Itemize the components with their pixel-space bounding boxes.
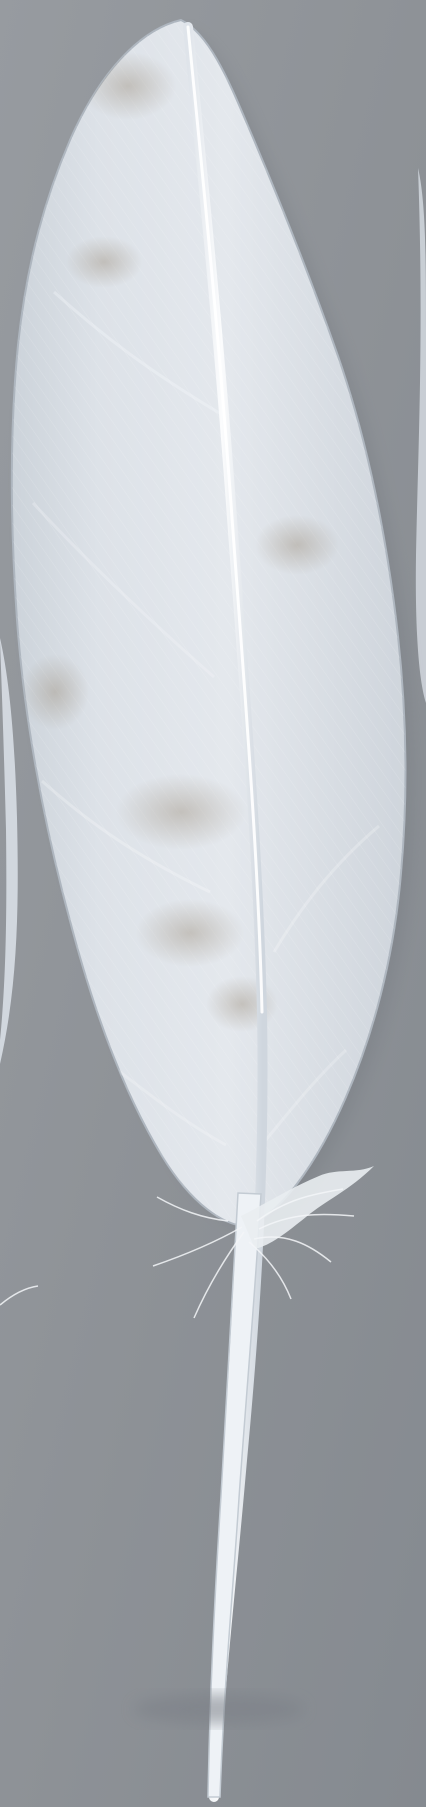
quill-shadow <box>134 1694 304 1724</box>
